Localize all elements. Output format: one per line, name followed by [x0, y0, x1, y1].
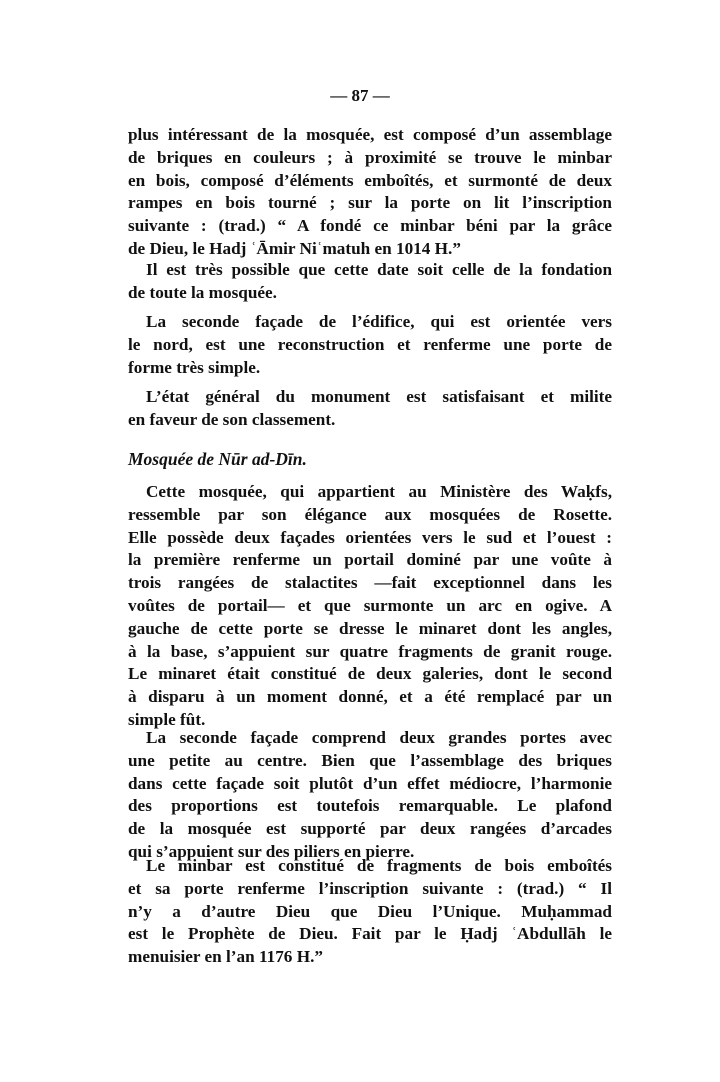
page-number: — 87 — [330, 86, 390, 105]
text-line: simple fût. [128, 709, 206, 729]
text-line: trois rangées de stalactites —fait exceptionnel dans les [128, 573, 612, 593]
text-line: à la base, s’appuient sur quatre fragments de granit rouge. [128, 641, 612, 661]
text-line: à disparu à un moment donné, et a été remplacé par un [128, 687, 612, 707]
text-line: et sa porte renferme l’inscription suivante : (trad.) “ Il [128, 878, 612, 898]
text-line: forme très simple. [128, 357, 261, 377]
text-line: de Dieu, le Hadj ʿĀmir Niʿmatuh en 1014 H.” [128, 238, 461, 258]
text-line: Elle possède deux façades orientées vers le sud et l’ouest : [128, 527, 612, 547]
text-line: en faveur de son classement. [128, 409, 336, 429]
paragraph [128, 386, 612, 432]
text-line: suivante : (trad.) “ A fondé ce minbar béni par la grâce [128, 216, 612, 236]
text-line: est le Prophète de Dieu. Fait par le Ḥadj ʿAbdullāh le [128, 924, 612, 944]
text-line: des proportions est toutefois remarquable. Le plafond [128, 796, 612, 816]
text-line: Le minbar est constitué de fragments de bois emboîtés [146, 856, 612, 875]
section-heading: Mosquée de Nūr ad-Dīn. [128, 449, 307, 469]
paragraph [128, 727, 612, 864]
text-line: gauche de cette porte se dresse le minaret dont les angles, [128, 618, 612, 638]
text-line: une petite au centre. Bien que l’assemblage des briques [128, 750, 612, 770]
text-line: rampes en bois tourné ; sur la porte on lit l’inscription [128, 193, 612, 213]
text-line: n’y a d’autre Dieu que Dieu l’Unique. Muḥammad [128, 901, 612, 921]
text-line: de briques en couleurs ; à proximité se trouve le minbar [128, 147, 612, 167]
text-line: qui s’appuient sur des piliers en pierre. [128, 841, 415, 861]
text-line: plus intéressant de la mosquée, est composé d’un assemblage [128, 125, 612, 144]
text-line: de la mosquée est supporté par deux rangées d’arcades [128, 819, 612, 839]
text-line: le nord, est une reconstruction et renferme une porte de [128, 334, 612, 354]
text-line: ressemble par son élégance aux mosquées de Rosette. [128, 504, 612, 524]
text-line: La seconde façade comprend deux grandes portes avec [146, 728, 612, 747]
paragraph [128, 481, 612, 732]
text-line: L’état général du monument est satisfaisant et milite [146, 387, 612, 406]
text-line: menuisier en l’an 1176 H.” [128, 947, 323, 967]
text-line: la première renferme un portail dominé par une voûte à [128, 550, 612, 570]
text-line: Il est très possible que cette date soit celle de la fondation [146, 260, 612, 279]
text-line: Cette mosquée, qui appartient au Ministère des Waḳfs, [146, 482, 612, 501]
text-line: La seconde façade de l’édifice, qui est orientée vers [146, 312, 612, 331]
paragraph [128, 855, 612, 969]
text-line: voûtes de portail— et que surmonte un arc en ogive. A [128, 595, 612, 615]
text-line: dans cette façade soit plutôt d’un effet médiocre, l’harmonie [128, 773, 612, 793]
paragraph [128, 259, 612, 305]
paragraph [128, 124, 612, 261]
text-line: de toute la mosquée. [128, 282, 277, 302]
text-line: en bois, composé d’éléments emboîtés, et surmonté de deux [128, 170, 612, 190]
paragraph [128, 311, 612, 379]
text-line: Le minaret était constitué de deux galeries, dont le second [128, 664, 612, 684]
